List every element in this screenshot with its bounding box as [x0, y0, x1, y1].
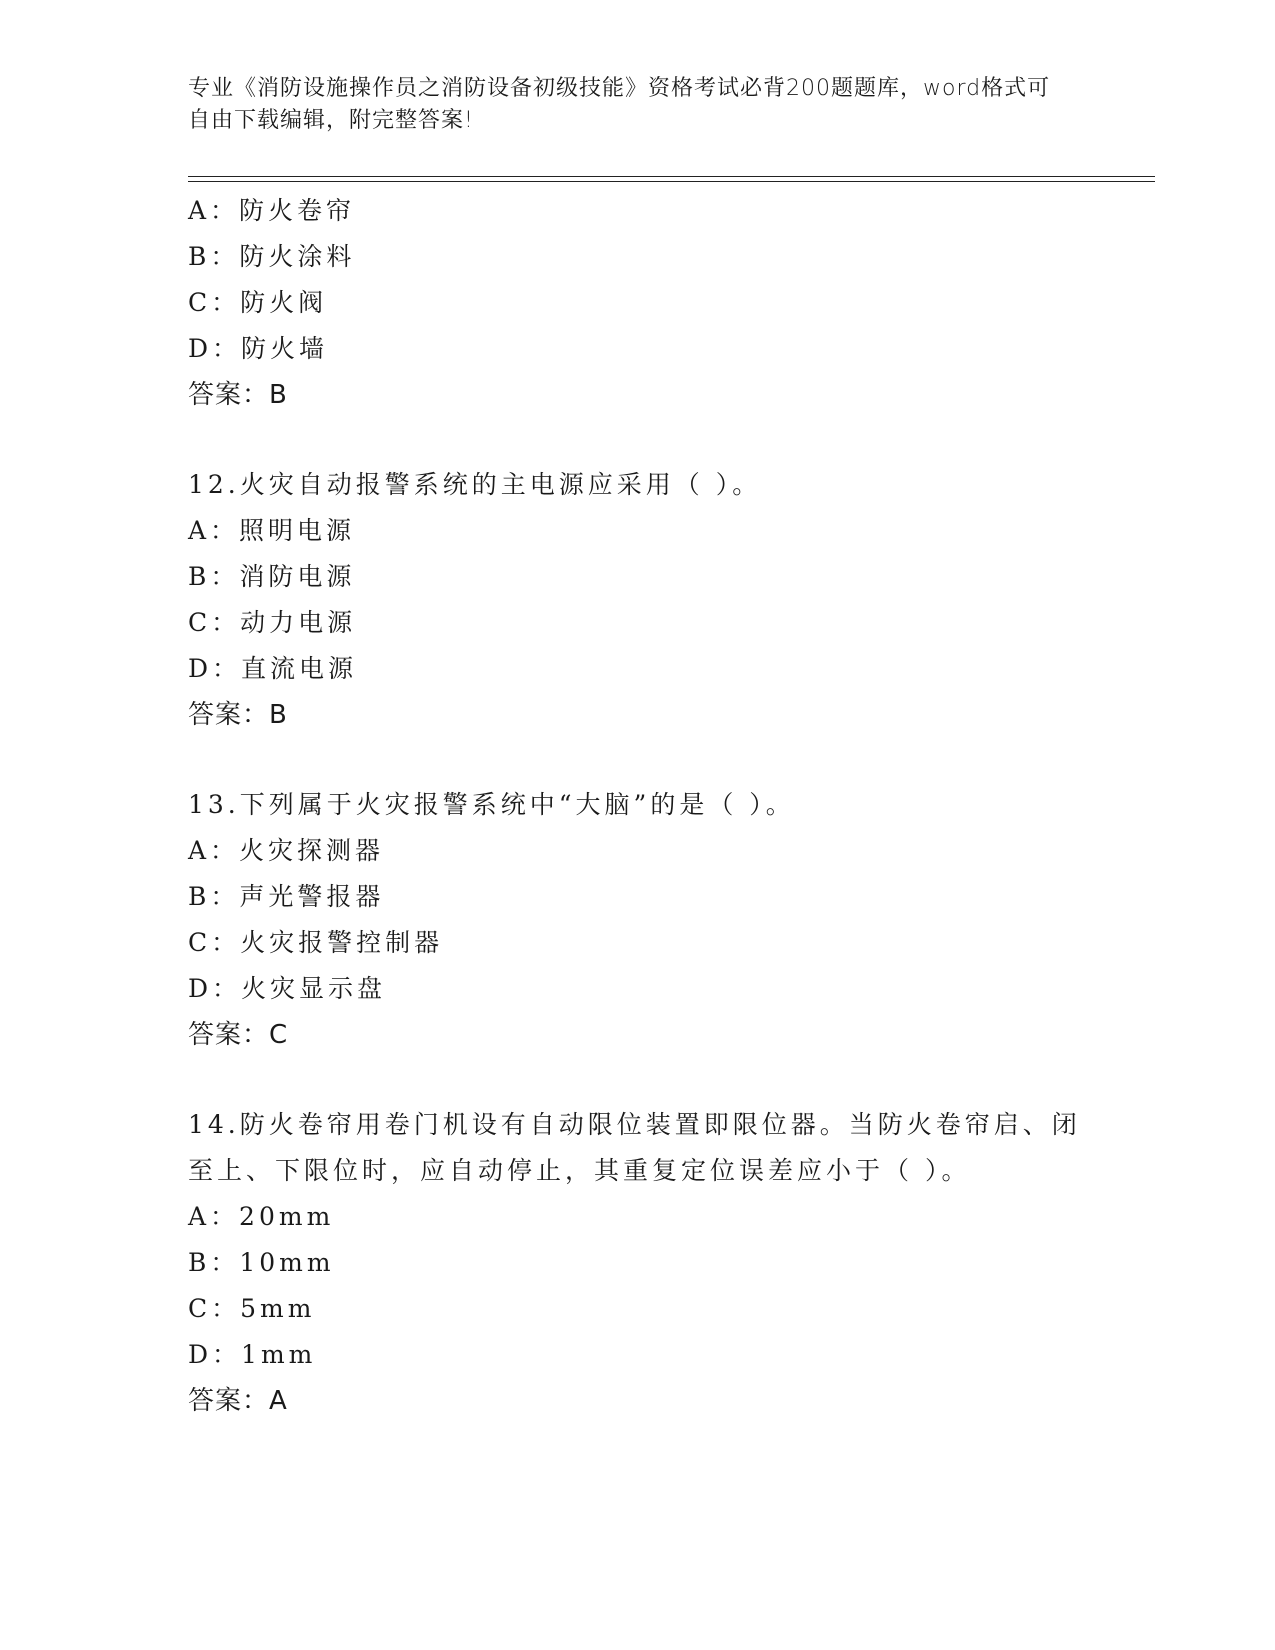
option-c: C：火灾报警控制器 — [188, 928, 444, 957]
option-d: D：防火墙 — [188, 334, 329, 363]
header-divider-top — [188, 176, 1155, 177]
option-d: D：直流电源 — [188, 654, 358, 683]
option-c: C：动力电源 — [188, 608, 357, 637]
question-text: 14.防火卷帘用卷门机设有自动限位装置即限位器。当防火卷帘启、闭至上、下限位时，应自动停止，其重复定位误差应小于（ ）。 — [188, 1110, 1081, 1185]
option-a: A：火灾探测器 — [188, 836, 385, 865]
option-b: B：10mm — [188, 1248, 335, 1277]
question-block-11 — [188, 188, 1088, 418]
option-d: D：火灾显示盘 — [188, 974, 387, 1003]
question-list — [188, 188, 1088, 1424]
option-b: B：声光警报器 — [188, 882, 385, 911]
question-text: 12.火灾自动报警系统的主电源应采用（ ）。 — [188, 470, 762, 499]
option-b: B：防火涂料 — [188, 242, 356, 271]
question-block-12 — [188, 462, 1088, 738]
answer-line: 答案：B — [188, 380, 288, 410]
answer-line: 答案：C — [188, 1020, 289, 1050]
option-a: A：防火卷帘 — [188, 196, 356, 225]
option-b: B：消防电源 — [188, 562, 356, 591]
question-gap — [188, 418, 1088, 462]
header-divider-bottom — [188, 181, 1155, 182]
answer-line: 答案：A — [188, 1386, 288, 1416]
question-gap — [188, 1058, 1088, 1102]
question-block-14 — [188, 1102, 1088, 1424]
question-text: 13.下列属于火灾报警系统中“大脑”的是（ ）。 — [188, 790, 795, 819]
option-a: A：20mm — [188, 1202, 335, 1231]
document-header: 专业《消防设施操作员之消防设备初级技能》资格考试必背200题题库，word格式可自由下载编辑，附完整答案! — [188, 76, 1051, 133]
question-block-13 — [188, 782, 1088, 1058]
option-c: C：5mm — [188, 1294, 316, 1323]
answer-line: 答案：B — [188, 700, 288, 730]
option-a: A：照明电源 — [188, 516, 356, 545]
question-gap — [188, 738, 1088, 782]
option-c: C：防火阀 — [188, 288, 328, 317]
option-d: D：1mm — [188, 1340, 317, 1369]
